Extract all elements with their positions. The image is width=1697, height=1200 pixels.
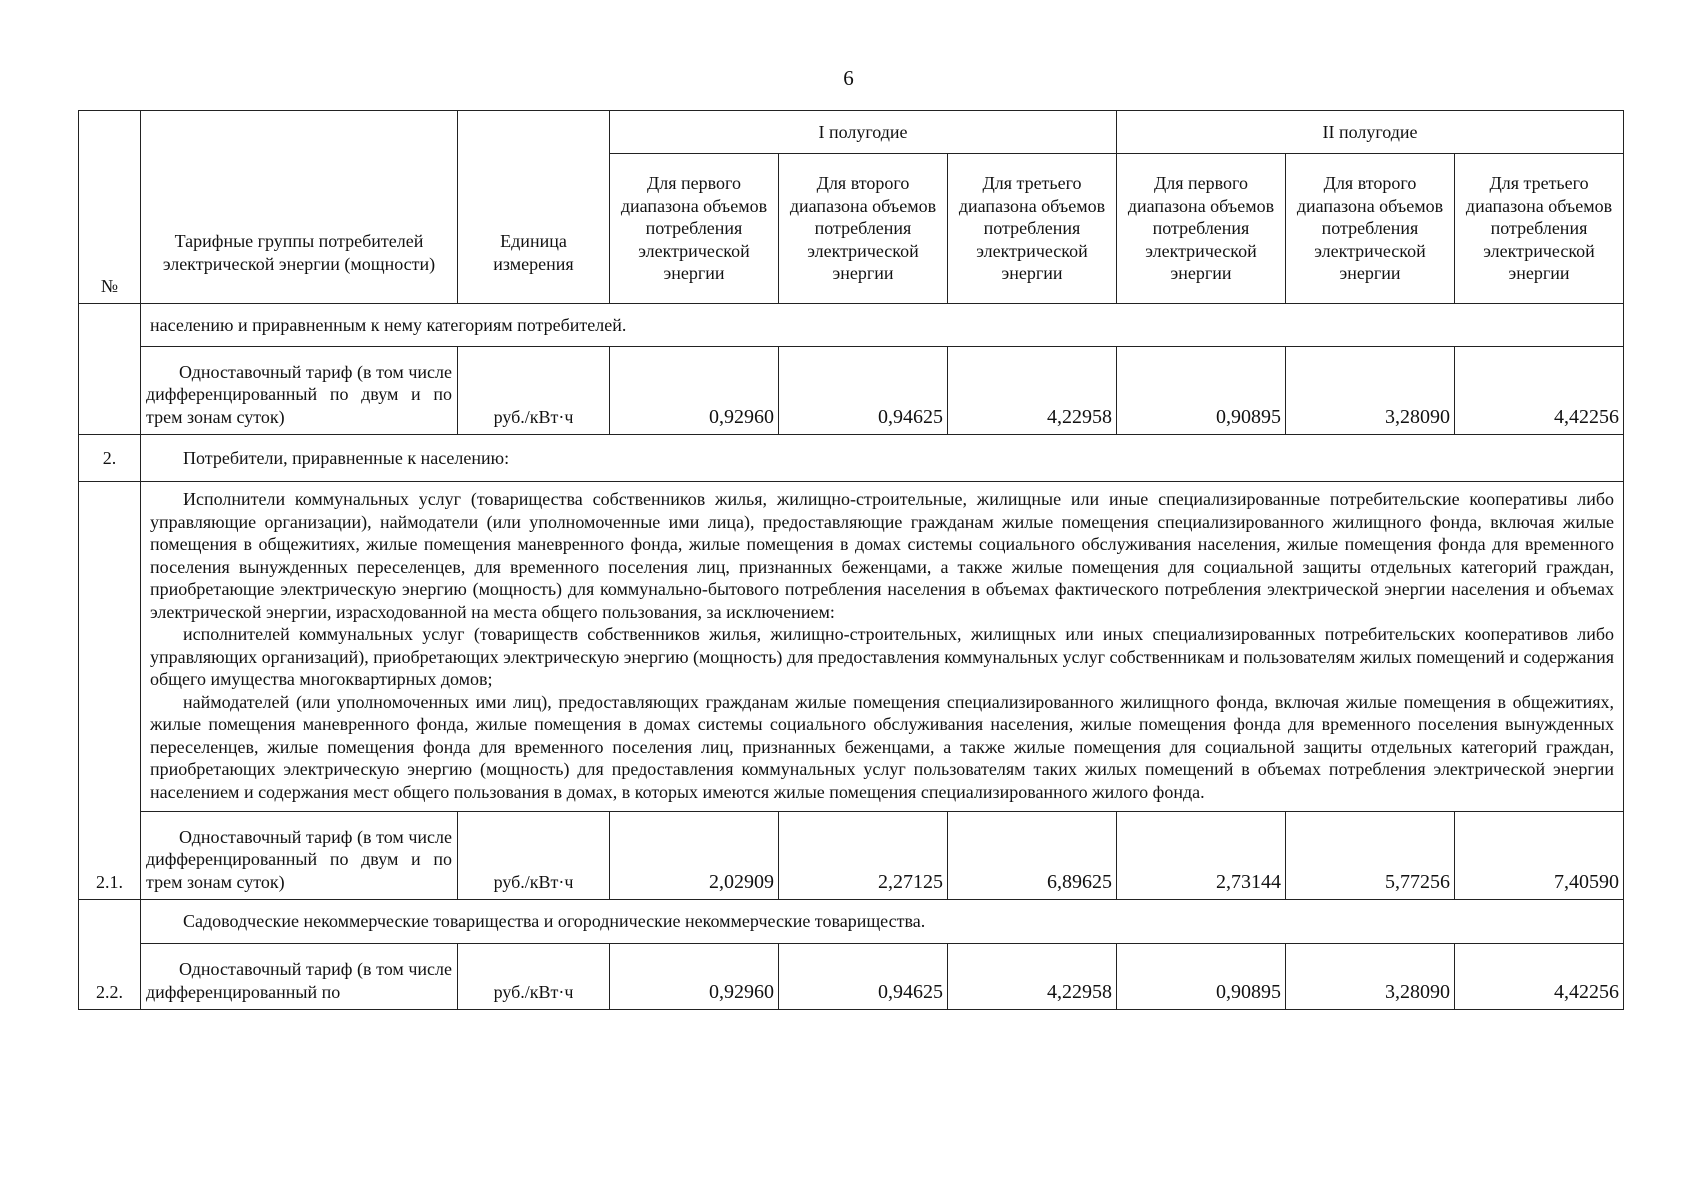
value-h2-r1: 0,90895 bbox=[1117, 944, 1286, 1010]
unit-cell: руб./кВт·ч bbox=[458, 347, 610, 435]
row-2-1-tariff-row bbox=[79, 812, 1624, 900]
unit-cell: руб./кВт·ч bbox=[458, 944, 610, 1010]
section2-title-row bbox=[79, 435, 1624, 482]
value-h2-r2: 5,77256 bbox=[1286, 812, 1455, 900]
no-cell-empty bbox=[79, 304, 141, 347]
value-h2-r1: 2,73144 bbox=[1117, 812, 1286, 900]
unit-cell: руб./кВт·ч bbox=[458, 812, 610, 900]
header-h2-range-2: Для второго диапазона объемов потребления электрической энергии bbox=[1286, 154, 1455, 304]
value-h2-r3: 4,42256 bbox=[1455, 347, 1624, 435]
value-h2-r2: 3,28090 bbox=[1286, 944, 1455, 1010]
section2-title: Потребители, приравненные к населению: bbox=[141, 435, 1624, 482]
section1-continuation-row bbox=[79, 304, 1624, 347]
tariff-table bbox=[78, 110, 1624, 1010]
value-h1-r1: 0,92960 bbox=[610, 347, 779, 435]
tariff-label: Одноставочный тариф (в том числе дифференцированный по двум и по трем зонам суток) bbox=[141, 812, 458, 900]
row-2-1-paragraph-3: наймодателей (или уполномоченных ими лиц), предоставляющих гражданам жилые помещения специализированного жилищного фонда, включая жилые помещения в общежитиях, жилые помещения маневренного фонда, жилые помещения в домах системы социального обслуживания населения, жилые помещения фонда для временного поселения вынужденных переселенцев, жилые помещения фонда для временного поселения лиц, признанных беженцами, а также жилые помещения для социальной защиты отдельных категорий граждан, приобретающих электрическую энергию (мощность) для предоставления коммунальных услуг пользователям таких жилых помещений в объемах потребления электрической энергии населением и содержания мест общего пользования в домах, в которых имеются жилые помещения специализированного жилого фонда. bbox=[150, 691, 1615, 802]
value-h2-r3: 4,42256 bbox=[1455, 944, 1624, 1010]
value-h1-r2: 0,94625 bbox=[779, 347, 948, 435]
header-row-halves bbox=[79, 111, 1624, 154]
header-h1-range-2: Для второго диапазона объемов потребления электрической энергии bbox=[779, 154, 948, 304]
row-2-2-tariff-row bbox=[79, 944, 1624, 1010]
row-2-1-paragraph-1: Исполнители коммунальных услуг (товарищества собственников жилья, жилищно-строительные, жилищные или иные специализированные потребительские кооперативы либо управляющие организации), наймодатели (или уполномоченные ими лица), предоставляющие гражданам жилые помещения специализированного жилищного фонда, включая жилые помещения в общежитиях, жилые помещения маневренного фонда, жилые помещения в домах системы социального обслуживания населения, жилые помещения фонда для временного поселения вынужденных переселенцев, для временного поселения лиц, признанных беженцами, а также жилые помещения для социальной защиты отдельных категорий граждан, приобретающие электрическую энергию (мощность) для коммунально-бытового потребления населения в объемах фактического потребления электрической энергии населения и объемах электрической энергии, израсходованной на места общего пользования, за исключением: bbox=[150, 489, 1615, 622]
value-h1-r1: 0,92960 bbox=[610, 944, 779, 1010]
section2-no: 2. bbox=[79, 435, 141, 482]
row-2-2-title-row bbox=[79, 900, 1624, 944]
value-h1-r2: 0,94625 bbox=[779, 944, 948, 1010]
header-unit: Единица измерения bbox=[458, 111, 610, 304]
no-cell-empty bbox=[79, 482, 141, 812]
value-h1-r3: 6,89625 bbox=[948, 812, 1117, 900]
value-h1-r3: 4,22958 bbox=[948, 347, 1117, 435]
section1-tariff-row bbox=[79, 347, 1624, 435]
header-half-1: I полугодие bbox=[610, 111, 1117, 154]
header-h1-range-1: Для первого диапазона объемов потребления электрической энергии bbox=[610, 154, 779, 304]
value-h2-r1: 0,90895 bbox=[1117, 347, 1286, 435]
header-half-2: II полугодие bbox=[1117, 111, 1624, 154]
row-2-2-title: Садоводческие некоммерческие товарищества и огороднические некоммерческие товарищества. bbox=[141, 900, 1624, 944]
no-cell-empty bbox=[79, 900, 141, 944]
value-h1-r3: 4,22958 bbox=[948, 944, 1117, 1010]
value-h1-r1: 2,02909 bbox=[610, 812, 779, 900]
header-h2-range-1: Для первого диапазона объемов потребления электрической энергии bbox=[1117, 154, 1286, 304]
tariff-label: Одноставочный тариф (в том числе дифференцированный по двум и по трем зонам суток) bbox=[141, 347, 458, 435]
tariff-label: Одноставочный тариф (в том числе дифференцированный по bbox=[141, 944, 458, 1010]
value-h2-r2: 3,28090 bbox=[1286, 347, 1455, 435]
value-h2-r3: 7,40590 bbox=[1455, 812, 1624, 900]
section1-continuation-text: населению и приравненным к нему категориям потребителей. bbox=[141, 304, 1624, 347]
header-no: № bbox=[79, 111, 141, 304]
row-2-1-no: 2.1. bbox=[79, 812, 141, 900]
header-tariff-group: Тарифные группы потребителей электрической энергии (мощности) bbox=[141, 111, 458, 304]
header-h1-range-3: Для третьего диапазона объемов потребления электрической энергии bbox=[948, 154, 1117, 304]
row-2-1-text-row bbox=[79, 482, 1624, 812]
page-number: 6 bbox=[843, 66, 854, 90]
row-2-1-description bbox=[141, 482, 1624, 812]
row-2-2-no: 2.2. bbox=[79, 944, 141, 1010]
value-h1-r2: 2,27125 bbox=[779, 812, 948, 900]
row-2-1-paragraph-2: исполнителей коммунальных услуг (товариществ собственников жилья, жилищно-строительных, жилищных или иных специализированных потребительских кооперативов либо управляющих организаций), приобретающих электрическую энергию (мощность) для предоставления коммунальных услуг собственникам и пользователям жилых помещений и содержания общего имущества многоквартирных домов; bbox=[150, 624, 1615, 689]
header-h2-range-3: Для третьего диапазона объемов потребления электрической энергии bbox=[1455, 154, 1624, 304]
no-cell-empty bbox=[79, 347, 141, 435]
